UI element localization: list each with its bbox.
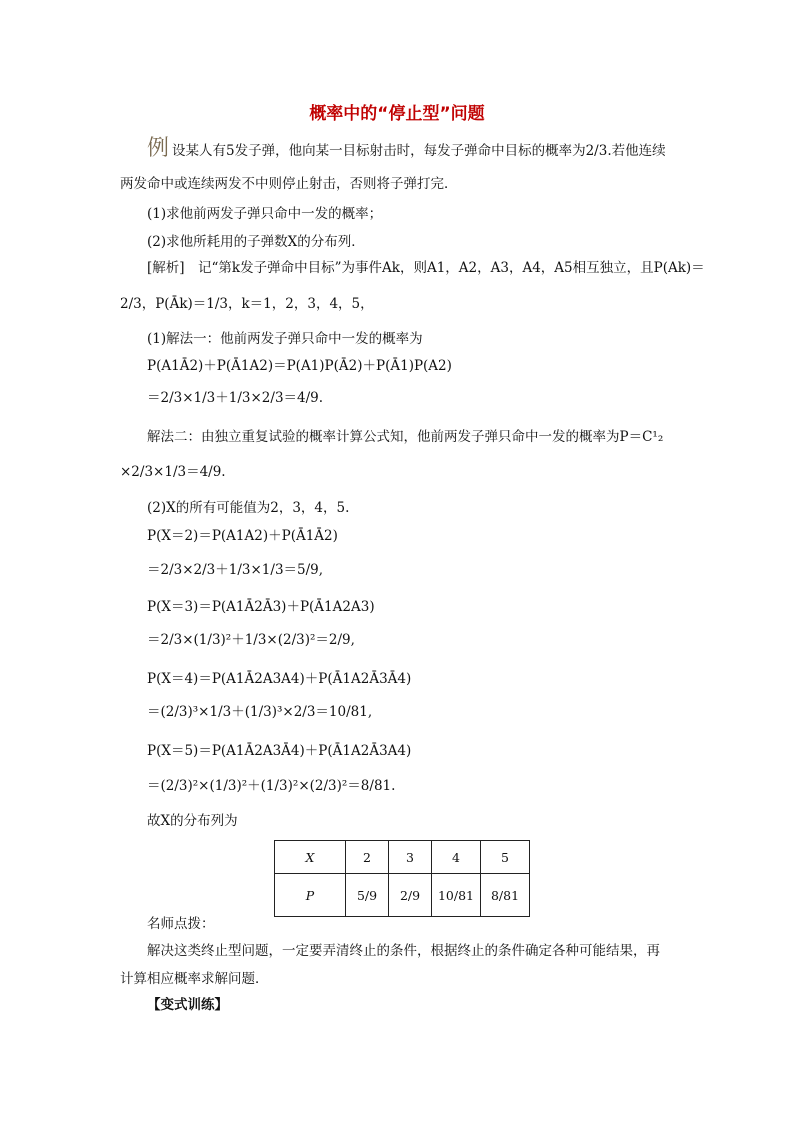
table-header: 4 [432, 841, 481, 874]
method2-line-1: 解法二：由独立重复试验的概率计算公式知，他前两发子弹只命中一发的概率为P＝C¹₂ [147, 429, 664, 445]
px2-def: P(X＝2)＝P(A1A2)＋P(Ā1Ā2) [147, 528, 338, 544]
px4-calc: ＝(2/3)³×1/3＋(1/3)³×2/3＝10/81, [147, 704, 373, 720]
solution-line-1: [解析] 记“第k发子弹命中目标”为事件Ak，则A1，A2，A3，A4，A5相互独立，且P(Ak)＝ [147, 260, 705, 276]
tip-line-2: 计算相应概率求解问题． [120, 971, 269, 987]
table-header: X [275, 841, 346, 874]
section-heading: 【变式训练】 [147, 997, 228, 1013]
table-cell: 5/9 [346, 874, 389, 917]
px5-calc: ＝(2/3)²×(1/3)²＋(1/3)²×(2/3)²＝8/81. [147, 778, 396, 794]
table-row-label: P [275, 874, 346, 917]
table-cell: 10/81 [432, 874, 481, 917]
method1-result: ＝2/3×1/3＋1/3×2/3＝4/9. [147, 390, 324, 406]
tip-heading: 名师点拨： [147, 916, 215, 932]
px3-calc: ＝2/3×(1/3)²＋1/3×(2/3)²＝2/9, [147, 632, 355, 648]
table-header: 5 [481, 841, 530, 874]
question-2: (2)求他所耗用的子弹数X的分布列． [147, 234, 365, 250]
table-cell: 8/81 [481, 874, 530, 917]
distribution-intro: 故X的分布列为 [147, 813, 238, 829]
method1-formula: P(A1Ā2)＋P(Ā1A2)＝P(A1)P(Ā2)＋P(Ā1)P(A2) [147, 358, 452, 374]
x-values: (2)X的所有可能值为2，3，4，5. [147, 500, 350, 516]
example-mark: 例 [147, 136, 170, 161]
page-title: 概率中的“停止型”问题 [309, 104, 485, 124]
table-cell: 2/9 [389, 874, 432, 917]
tip-line-1: 解决这类终止型问题，一定要弄清终止的条件，根据终止的条件确定各种可能结果，再 [147, 943, 660, 959]
problem-line-2: 两发命中或连续两发不中则停止射击，否则将子弹打完． [120, 176, 458, 192]
method2-line-2: ×2/3×1/3＝4/9. [120, 464, 226, 480]
distribution-table [274, 840, 530, 917]
table-header: 3 [389, 841, 432, 874]
solution-line-2: 2/3，P(Āk)＝1/3，k＝1，2，3，4，5， [120, 296, 374, 312]
problem-line-1: 设某人有5发子弹，他向某一目标射击时，每发子弹命中目标的概率为2/3.若他连续 [172, 143, 666, 159]
px3-def: P(X＝3)＝P(A1Ā2Ā3)＋P(Ā1A2A3) [147, 599, 375, 615]
px2-calc: ＝2/3×2/3＋1/3×1/3＝5/9, [147, 562, 324, 578]
px4-def: P(X＝4)＝P(A1Ā2A3A4)＋P(Ā1A2Ā3Ā4) [147, 671, 412, 687]
px5-def: P(X＝5)＝P(A1Ā2A3Ā4)＋P(Ā1A2Ā3A4) [147, 743, 412, 759]
question-1: (1)求他前两发子弹只命中一发的概率； [147, 206, 383, 222]
method1-heading: (1)解法一：他前两发子弹只命中一发的概率为 [147, 331, 423, 347]
table-header: 2 [346, 841, 389, 874]
